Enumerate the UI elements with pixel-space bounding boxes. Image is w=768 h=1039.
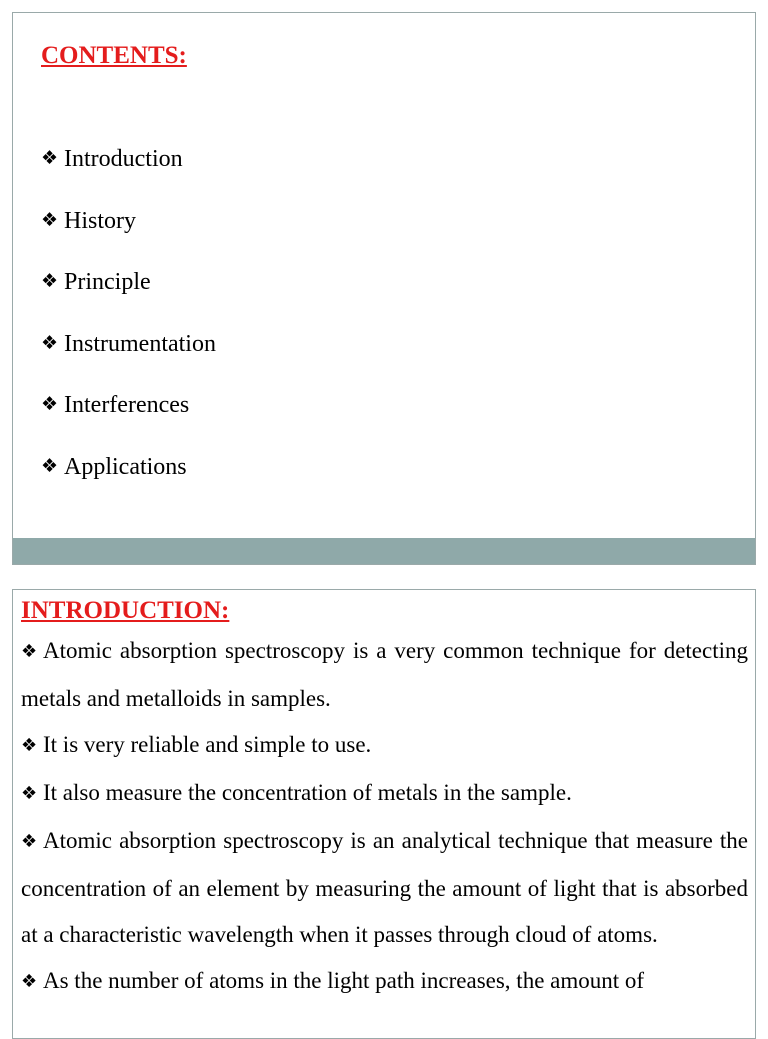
contents-item-introduction <box>41 145 216 207</box>
paragraph-text: Atomic absorption spectroscopy is an analytical technique that measure the concentration of an element by measuring the amount of light that is absorbed at a characteristic wavelength when it passes through cloud of atoms. <box>21 828 748 947</box>
diamond-bullet-icon: ❖ <box>41 147 59 169</box>
contents-list <box>41 145 216 514</box>
diamond-bullet-icon: ❖ <box>41 454 59 477</box>
contents-item-principle <box>41 268 216 330</box>
contents-item-label: Principle <box>64 269 151 295</box>
contents-item-label: History <box>64 207 136 234</box>
diamond-bullet-icon: ❖ <box>41 331 59 354</box>
slide-footer-band <box>13 538 755 564</box>
diamond-bullet-icon: ❖ <box>41 270 59 292</box>
introduction-heading: INTRODUCTION: <box>21 597 230 624</box>
contents-item-applications <box>41 453 216 515</box>
introduction-body <box>21 628 748 1006</box>
paragraph-text: Atomic absorption spectroscopy is a very common technique for detecting metals and metalloids in samples. <box>21 638 748 711</box>
diamond-bullet-icon: ❖ <box>41 208 59 231</box>
contents-item-label: Interferences <box>64 392 190 418</box>
contents-slide <box>12 12 756 565</box>
contents-item-label: Applications <box>64 453 187 480</box>
paragraph-text: It is very reliable and simple to use. <box>43 732 372 757</box>
diamond-bullet-icon: ❖ <box>21 783 38 804</box>
introduction-paragraph <box>21 818 748 958</box>
diamond-bullet-icon: ❖ <box>21 971 38 992</box>
introduction-paragraph <box>21 628 748 722</box>
introduction-slide <box>12 589 756 1039</box>
paragraph-text: As the number of atoms in the light path increases, the amount of <box>43 968 645 993</box>
contents-item-instrumentation <box>41 330 216 392</box>
diamond-bullet-icon: ❖ <box>21 641 38 662</box>
diamond-bullet-icon: ❖ <box>21 831 38 852</box>
contents-heading: CONTENTS: <box>41 42 187 69</box>
contents-item-label: Instrumentation <box>64 330 216 357</box>
introduction-paragraph <box>21 770 748 818</box>
paragraph-text: It also measure the concentration of metals in the sample. <box>43 780 572 805</box>
introduction-paragraph <box>21 958 748 1006</box>
diamond-bullet-icon: ❖ <box>41 393 59 415</box>
contents-item-history <box>41 207 216 269</box>
contents-item-interferences <box>41 391 216 453</box>
introduction-paragraph <box>21 722 748 770</box>
contents-item-label: Introduction <box>64 146 183 172</box>
diamond-bullet-icon: ❖ <box>21 735 38 756</box>
